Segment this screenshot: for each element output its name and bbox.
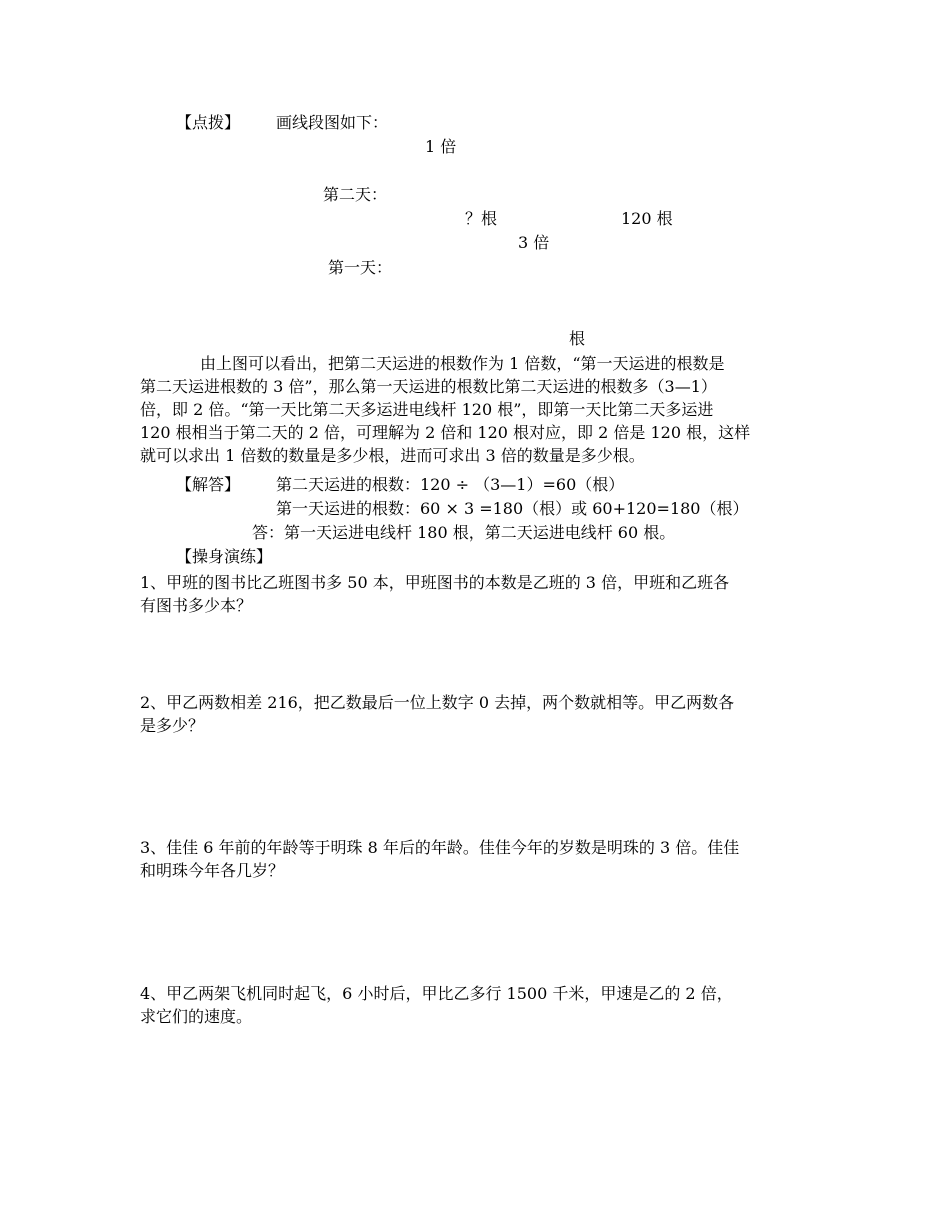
explanation-line: 120 根相当于第二天的 2 倍，可理解为 2 倍和 120 根对应，即 2 倍是 120 根，这样: [140, 423, 751, 442]
question-line: 3、佳佳 6 年前的年龄等于明珠 8 年后的年龄。佳佳今年的岁数是明珠的 3 倍。佳佳: [140, 838, 740, 857]
question-3: [140, 836, 812, 882]
question-4: [140, 982, 812, 1028]
explanation-line: 就可以求出 1 倍数的数量是多少根，进而可求出 3 倍的数量是多少根。: [140, 446, 645, 465]
practice-label: 【操身演练】: [176, 547, 273, 566]
question-line: 求它们的速度。: [140, 1007, 253, 1026]
tip-intro: 画线段图如下：: [276, 113, 389, 132]
question-1: [140, 571, 812, 617]
tip-label: 【点拨】: [176, 113, 241, 132]
explanation-paragraph: [140, 352, 812, 467]
diagram-gen: 根: [569, 329, 586, 348]
explanation-line: 由上图可以看出，把第二天运进的根数作为 1 倍数，“第一天运进的根数是: [200, 354, 725, 373]
explanation-line: 倍，即 2 倍。“第一天比第二天多运进电线杆 120 根”，即第一天比第二天多运进: [140, 400, 714, 419]
answer-step1: 第二天运进的根数：120 ÷ （3—1）=60（根）: [276, 475, 625, 494]
diagram-day2-label: 第二天：: [323, 185, 388, 204]
diagram-day1-label: 第一天：: [328, 258, 393, 277]
question-2: [140, 691, 812, 737]
question-line: 4、甲乙两架飞机同时起飞，6 小时后，甲比乙多行 1500 千米，甲速是乙的 2 倍，: [140, 984, 733, 1003]
question-line: 2、甲乙两数相差 216，把乙数最后一位上数字 0 去掉，两个数就相等。甲乙两数各: [140, 693, 735, 712]
question-line: 有图书多少本？: [140, 596, 253, 615]
answer-label: 【解答】: [176, 475, 241, 494]
question-line: 1、甲班的图书比乙班图书多 50 本，甲班图书的本数是乙班的 3 倍，甲班和乙班各: [140, 573, 730, 592]
question-line: 是多少？: [140, 716, 205, 735]
diagram-one-times: 1 倍: [425, 137, 457, 156]
diagram-diff-120: 120 根: [621, 209, 673, 228]
diagram-unknown: ？根: [465, 209, 498, 228]
diagram-three-times: 3 倍: [518, 233, 550, 252]
question-line: 和明珠今年各几岁？: [140, 861, 285, 880]
answer-step2: 第一天运进的根数：60 × 3 =180（根）或 60+120=180（根）: [276, 499, 749, 518]
answer-final: 答：第一天运进电线杆 180 根，第二天运进电线杆 60 根。: [252, 523, 676, 542]
explanation-line: 第二天运进根数的 3 倍”，那么第一天运进的根数比第二天运进的根数多（3—1）: [140, 377, 717, 396]
